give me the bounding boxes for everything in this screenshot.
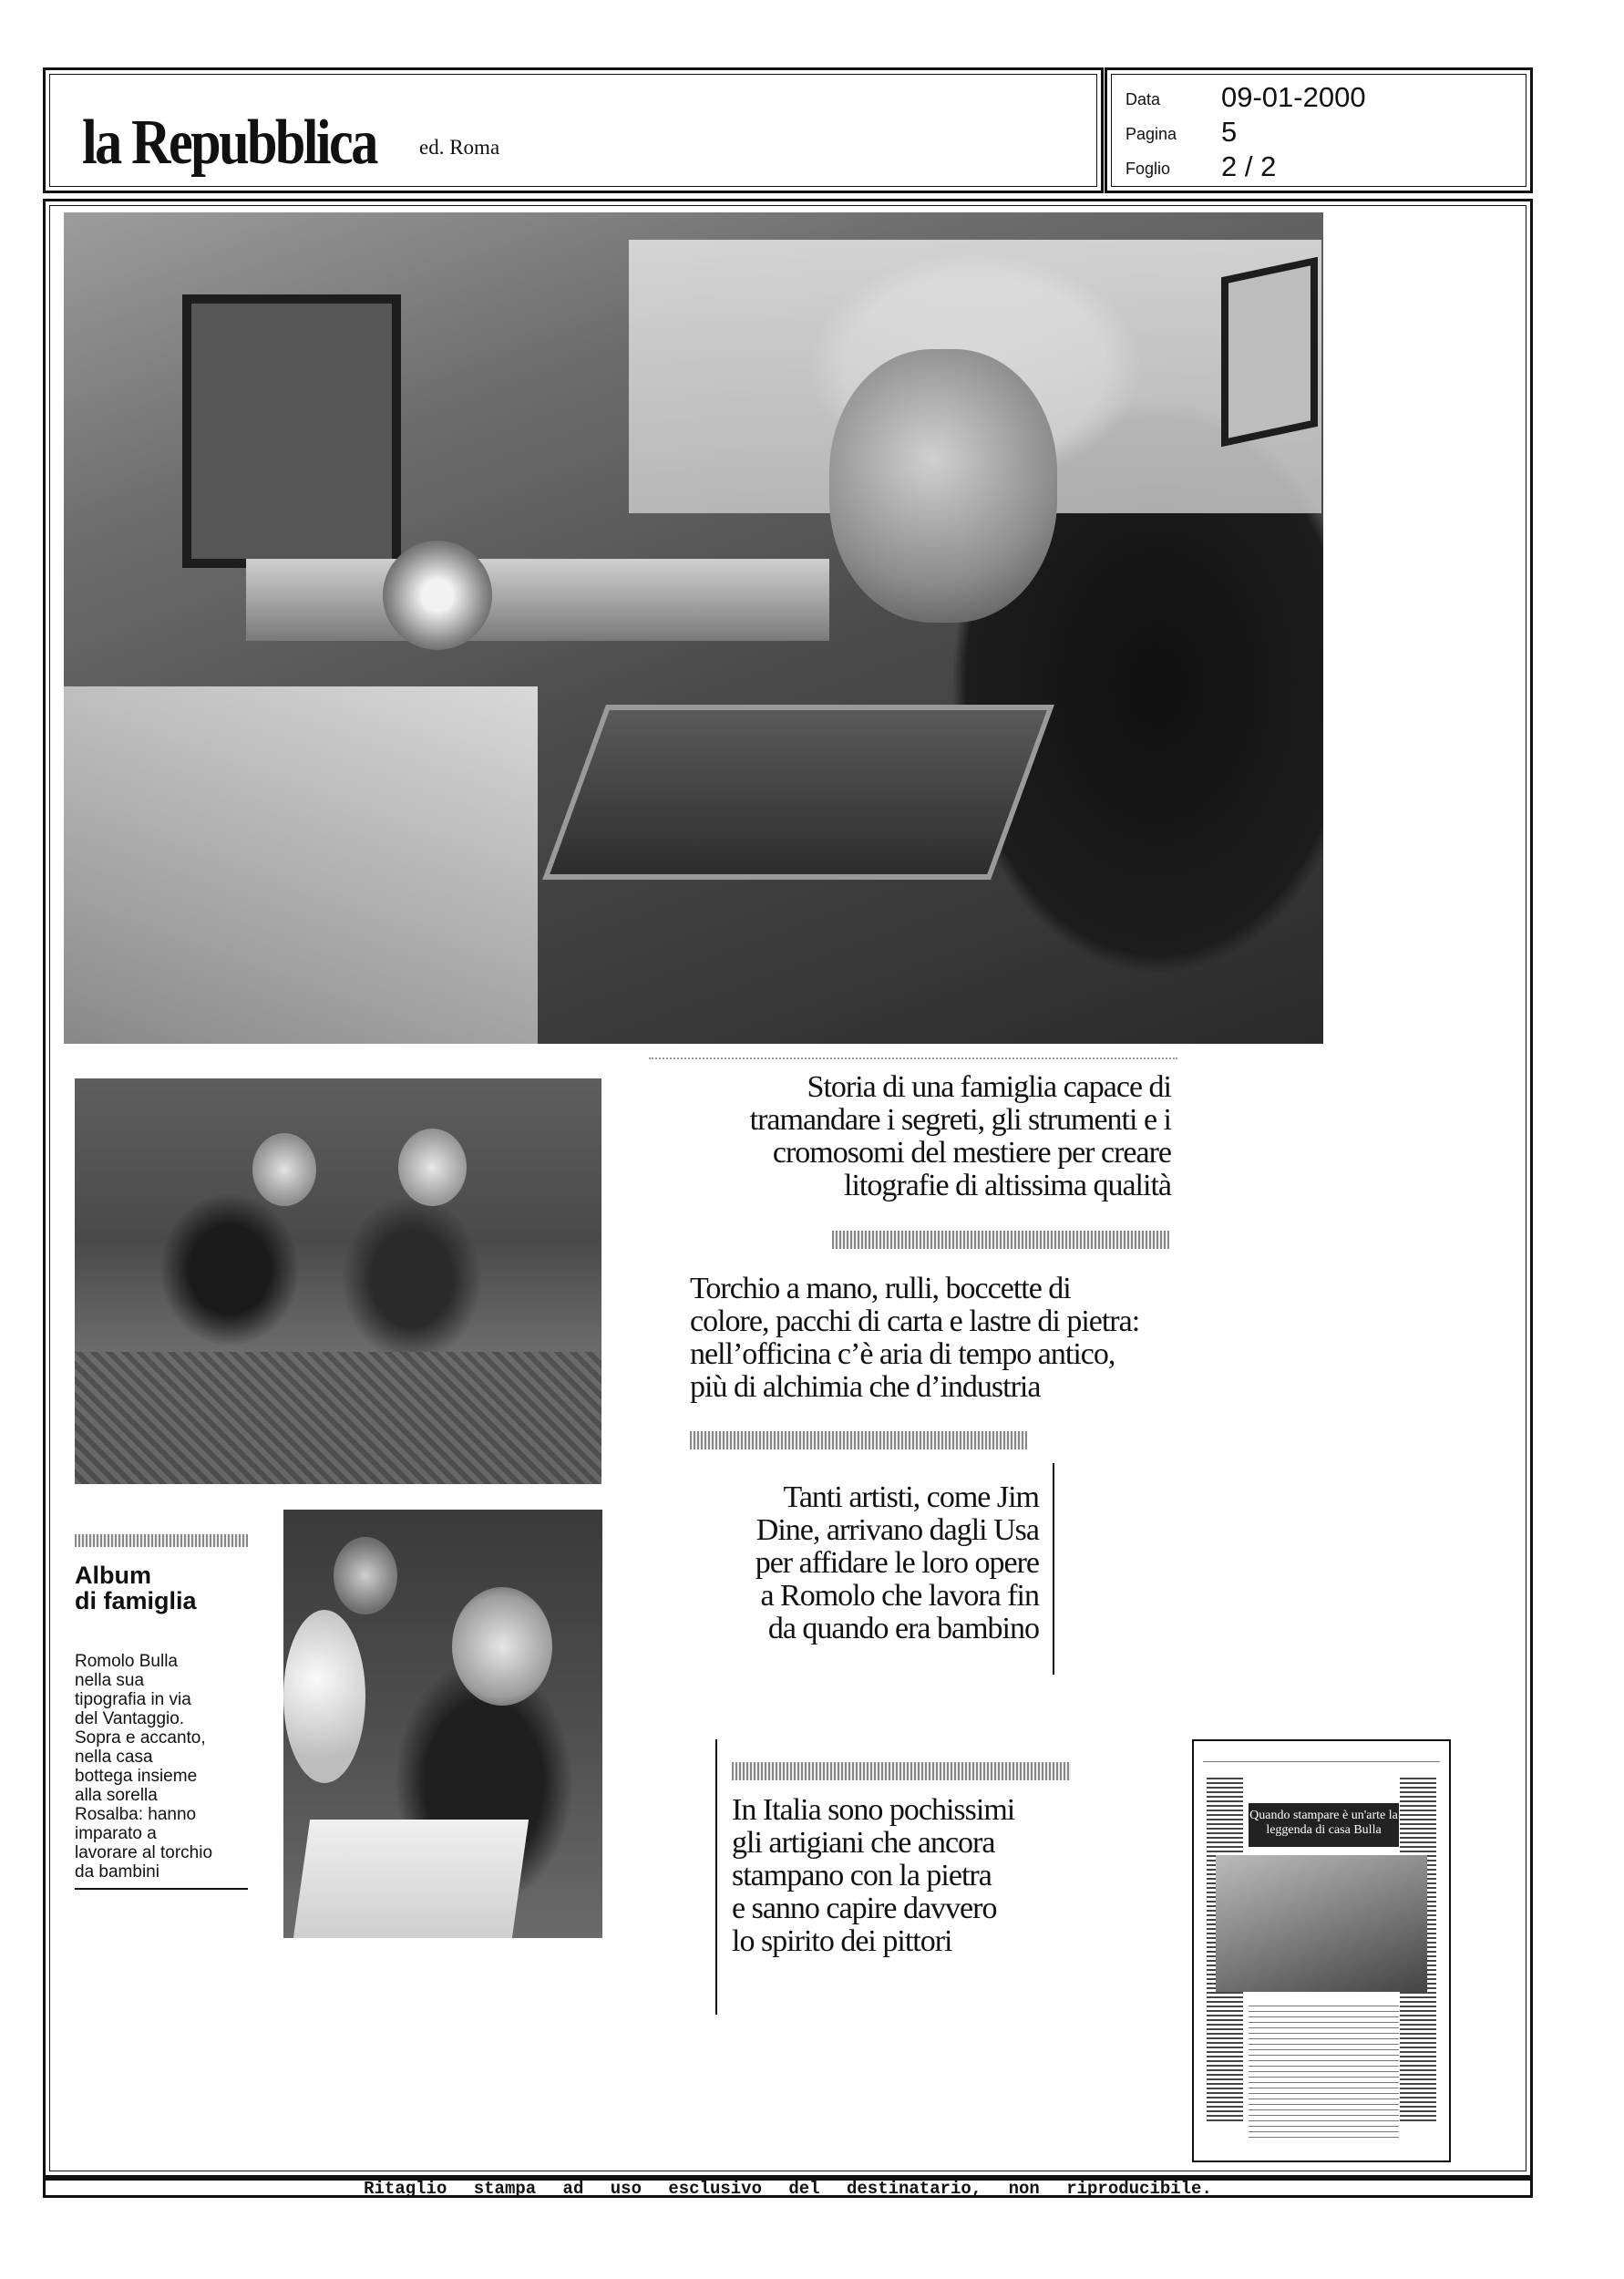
main-photo-printer-at-work [64, 212, 1323, 1044]
caption-line: alla sorella [75, 1786, 158, 1805]
dotted-rule [649, 1057, 1177, 1059]
pullquote-4 [732, 1794, 1115, 1958]
caption-line: nella sua [75, 1671, 145, 1690]
pullquote-line: nell’officina c’è aria di tempo antico, [690, 1337, 1115, 1371]
pullquote-line: stampano con la pietra [732, 1859, 992, 1892]
meta-page-value: 5 [1221, 116, 1238, 148]
masthead-box [43, 67, 1104, 193]
caption-line: da bambini [75, 1862, 159, 1882]
pullquote-line: Torchio a mano, rulli, boccette di [690, 1272, 1071, 1305]
pullquote-line: da quando era bambino [767, 1612, 1039, 1645]
pullquote-line: più di alchimia che d’industria [690, 1370, 1041, 1404]
pullquote-line: Tanti artisti, come Jim [783, 1480, 1039, 1514]
hatch-rule [732, 1762, 1071, 1780]
metadata-box [1105, 67, 1533, 193]
caption-title-line: Album [75, 1562, 151, 1589]
meta-date-value: 09-01-2000 [1221, 81, 1366, 113]
pullquote-line: Storia di una famiglia capace di [807, 1070, 1171, 1104]
pullquote-line: cromosomi del mestiere per creare [772, 1136, 1171, 1170]
vertical-rule [1053, 1463, 1054, 1675]
caption-line: imparato a [75, 1824, 157, 1843]
caption-line: bottega insieme [75, 1767, 198, 1786]
caption-line: del Vantaggio. [75, 1709, 185, 1728]
pullquote-3 [674, 1481, 1039, 1645]
full-page-thumbnail [1192, 1739, 1451, 2162]
family-photo [75, 1078, 601, 1484]
pullquote-line: lo spirito dei pittori [732, 1924, 952, 1958]
pullquote-line: colore, pacchi di carta e lastre di pietra: [690, 1304, 1140, 1338]
pullquote-line: In Italia sono pochissimi [732, 1793, 1015, 1827]
pullquote-2 [690, 1273, 1218, 1404]
pullquote-1 [656, 1071, 1171, 1202]
pullquote-line: Dine, arrivano dagli Usa [755, 1513, 1039, 1547]
caption-line: tipografia in via [75, 1690, 191, 1709]
vertical-rule [715, 1739, 717, 2015]
siblings-photo [283, 1510, 602, 1938]
pullquote-line: litografie di altissima qualità [844, 1169, 1171, 1202]
hatch-rule [832, 1231, 1169, 1249]
pullquote-line: gli artigiani che ancora [732, 1826, 995, 1860]
caption-hatch-rule [75, 1534, 248, 1547]
footer-bar [43, 2178, 1533, 2198]
meta-sheet-label: Foglio [1125, 160, 1171, 178]
hatch-rule [690, 1431, 1027, 1449]
caption-line: lavorare al torchio [75, 1843, 213, 1862]
pullquote-line: per affidare le loro opere [755, 1546, 1039, 1580]
masthead-logo: la Repubblica [82, 108, 376, 178]
meta-sheet-value: 2 / 2 [1221, 150, 1277, 182]
caption-bottom-rule [75, 1888, 248, 1890]
caption-line: Romolo Bulla [75, 1652, 178, 1671]
footer-disclaimer: Ritaglio stampa ad uso esclusivo del destinatario, non riproducibile. [364, 2179, 1212, 2199]
caption-title-line: di famiglia [75, 1587, 197, 1614]
meta-page-label: Pagina [1125, 125, 1177, 143]
caption-line: nella casa [75, 1748, 153, 1767]
caption-body [75, 1652, 257, 1882]
caption-title [75, 1562, 257, 1614]
thumbnail-title: Quando stampare è un'arte la leggenda di casa Bulla [1249, 1803, 1399, 1847]
caption-line: Rosalba: hanno [75, 1805, 197, 1824]
pullquote-line: tramandare i segreti, gli strumenti e i [749, 1103, 1171, 1137]
pullquote-line: a Romolo che lavora fin [760, 1579, 1039, 1613]
caption-line: Sopra e accanto, [75, 1728, 206, 1748]
pullquote-line: e sanno capire davvero [732, 1892, 997, 1925]
meta-date-label: Data [1125, 90, 1161, 108]
edition-label: ed. Roma [419, 136, 500, 159]
